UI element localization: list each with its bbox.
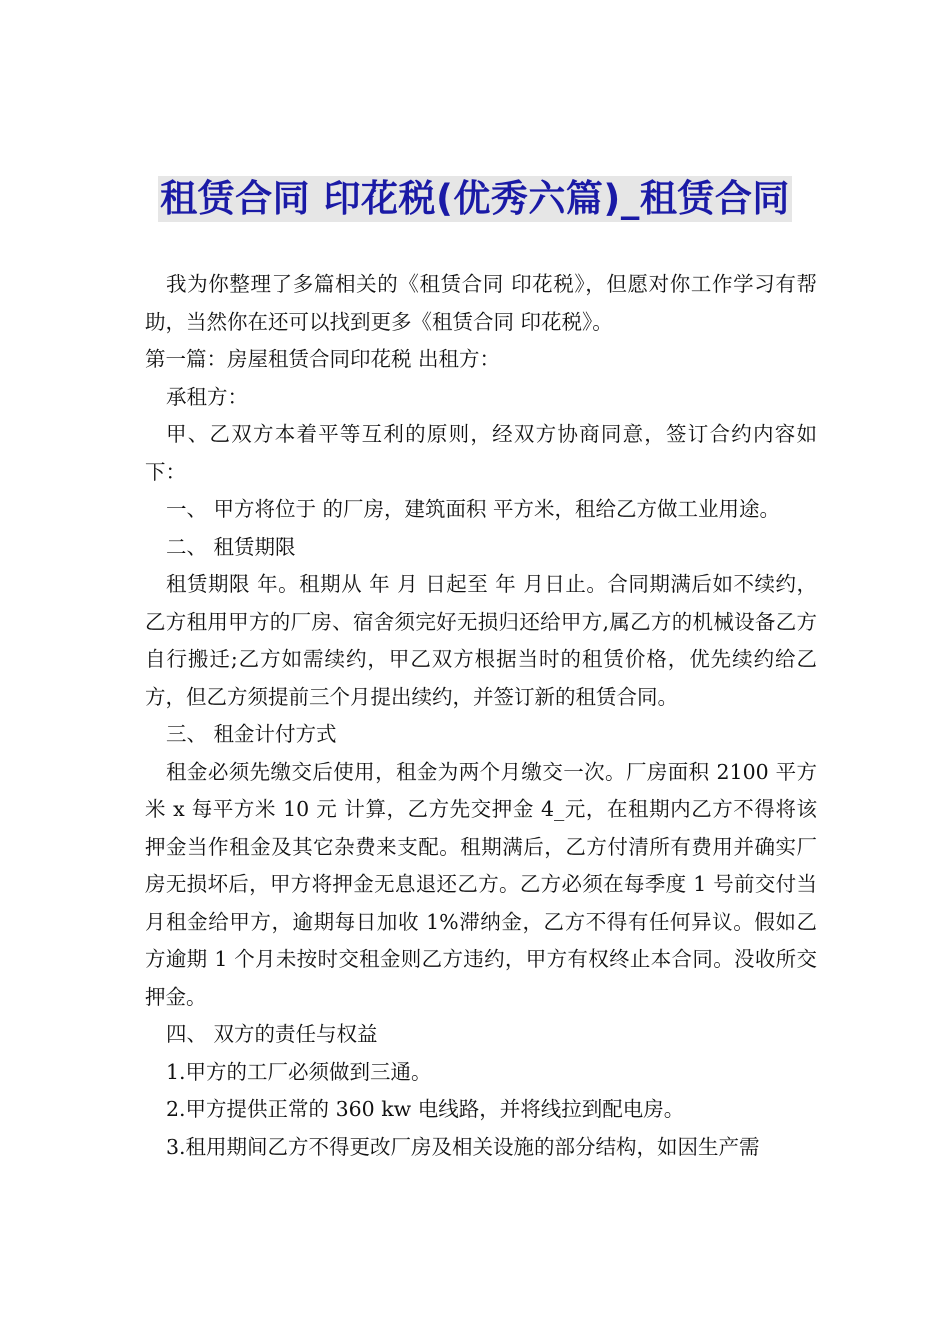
clause-3-heading: 三、 租金计付方式 xyxy=(166,722,337,746)
clause-1: 一、 甲方将位于 的厂房，建筑面积 平方米，租给乙方做工业用途。 xyxy=(166,497,781,521)
clause-4-item-1: 1.甲方的工厂必须做到三通。 xyxy=(166,1059,432,1084)
document-body xyxy=(145,266,817,1166)
clause-2-heading: 二、 租赁期限 xyxy=(166,534,296,559)
clause-2-body: 租赁期限 年。租期从 年 月 日起至 年 月日止。合同期满后如不续约，乙方租用甲方的厂房、宿舍须完好无损归还给甲方,属乙方的机械设备乙方自行搬迁;乙方如需续约，甲乙双方根据当时的租赁价格，优先续约给乙方，但乙方须提前三个月提出续约，并签订新的租赁合同。 xyxy=(145,572,817,709)
document-title: 租赁合同 印花税(优秀六篇)_租赁合同 xyxy=(160,177,790,220)
clause-4-item-3: 3.租用期间乙方不得更改厂房及相关设施的部分结构，如因生产需 xyxy=(166,1134,760,1159)
section-heading: 第一篇：房屋租赁合同印花税 出租方： xyxy=(145,347,501,371)
title-container xyxy=(0,176,950,222)
clause-4-item-2: 2.甲方提供正常的 360 kw 电线路，并将线拉到配电房。 xyxy=(166,1097,685,1121)
intro-paragraph: 我为你整理了多篇相关的《租赁合同 印花税》，但愿对你工作学习有帮助，当然你在还可以找到更多《租赁合同 印花税》。 xyxy=(145,272,817,334)
clause-3-body: 租金必须先缴交后使用，租金为两个月缴交一次。厂房面积 2100 平方米 x 每平方米 10 元 计算，乙方先交押金 4_元，在租期内乙方不得将该押金当作租金及其它杂费来支配。租期满后，乙方付清所有费用并确实厂房无损坏后，甲方将押金无息退还乙方。乙方必须在每季度 1 号前交付当月租金给甲方，逾期每日加收 1%滞纳金，乙方不得有任何异议。假如乙方逾期 1 个月未按时交租金则乙方违约，甲方有权终止本合同。没收所交押金。 xyxy=(145,759,817,1009)
preamble-paragraph: 甲、乙双方本着平等互利的原则，经双方协商同意，签订合约内容如下： xyxy=(145,422,817,484)
lessee-line: 承租方： xyxy=(166,384,248,409)
clause-4-heading: 四、 双方的责任与权益 xyxy=(166,1022,378,1046)
